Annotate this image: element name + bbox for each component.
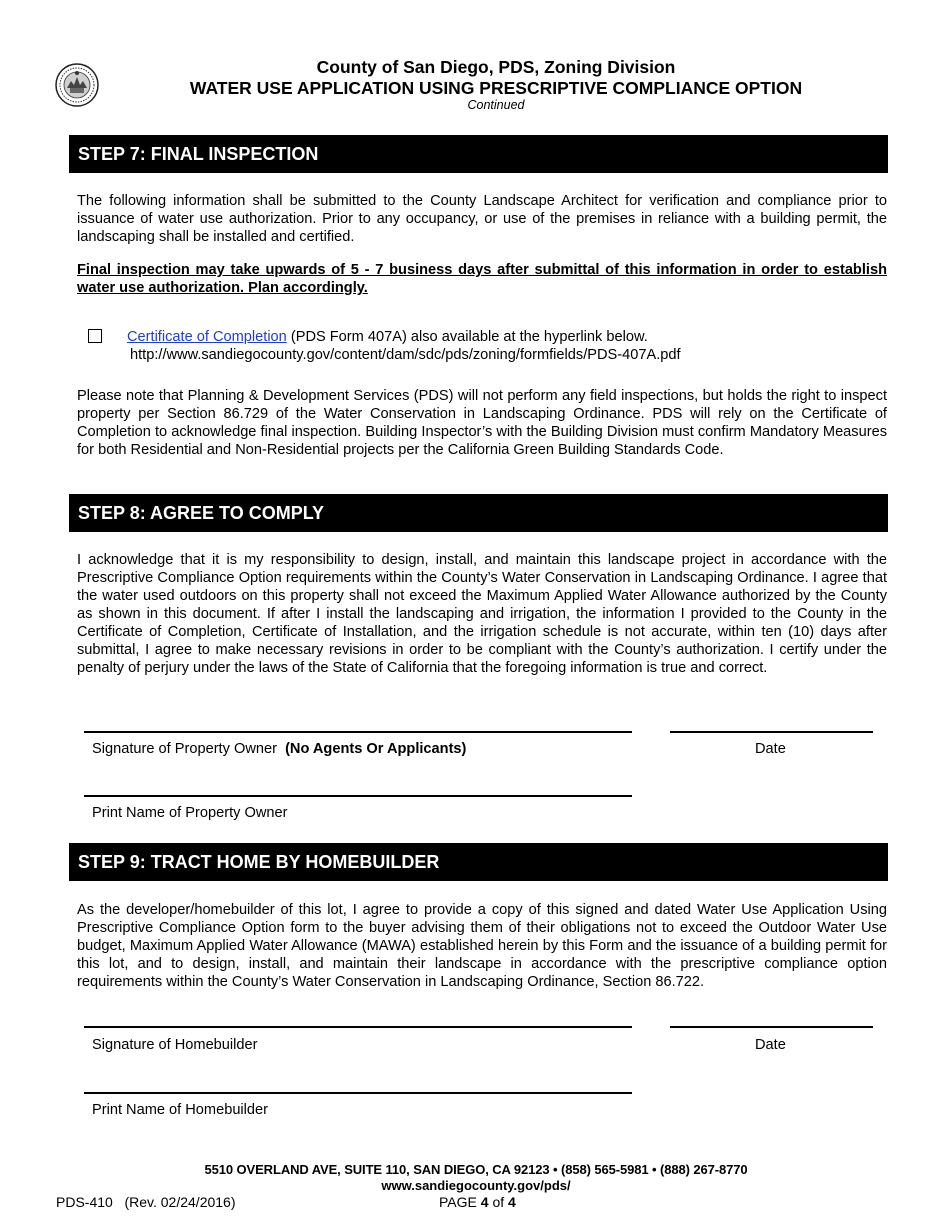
page-total: 4	[508, 1194, 516, 1210]
homebuilder-date-label: Date	[755, 1037, 786, 1053]
header-form-title: WATER USE APPLICATION USING PRESCRIPTIVE COMPLIANCE OPTION	[189, 78, 803, 98]
owner-signature-label-bold: (No Agents Or Applicants)	[285, 741, 467, 757]
step7-note: Please note that Planning & Development Services (PDS) will not perform any field inspections, but holds the right to inspect property per Section 86.729 of the Water Conservation in Landscaping Ordinance. PDS will rely on the Certificate of Completion to acknowledge final inspection. Building Inspector’s with the Building Division must confirm Mandatory Measures for both Residential and Non-Residential projects per the California Green Building Standards Code.	[77, 388, 887, 458]
step8-agreement-text: I acknowledge that it is my responsibility to design, install, and maintain this landscape project in accordance with the Prescriptive Compliance Option requirements within the County’s Water Conservation in Landscaping Ordinance. I agree that the water used outdoors on this property shall not exceed the Maximum Applied Water Allowance authorized by the County as shown in this document. If after I install the landscaping and irrigation, the information I provided to the County in the Certificate of Completion, Certificate of Installation, and the irrigation schedule is not accurate, within ten (10) days after submittal, I agree to make necessary revisions in order to be compliant with the County’s authorization. I certify under the penalty of perjury under the laws of the State of California that the foregoing information is true and correct.	[77, 552, 887, 676]
step7-title-bar: STEP 7: FINAL INSPECTION	[69, 135, 888, 173]
certificate-url: http://www.sandiegocounty.gov/content/dam/sdc/pds/zoning/formfields/PDS-407A.pdf	[130, 347, 681, 363]
header-continued: Continued	[467, 98, 525, 112]
owner-print-name-line[interactable]	[84, 795, 632, 797]
homebuilder-print-name-line[interactable]	[84, 1092, 632, 1094]
footer-address: 5510 OVERLAND AVE, SUITE 110, SAN DIEGO, CA 92123 • (858) 565-5981 • (888) 267-8770	[204, 1162, 748, 1177]
owner-signature-label	[92, 740, 466, 758]
owner-signature-line[interactable]	[84, 731, 632, 733]
owner-print-name-label: Print Name of Property Owner	[92, 805, 288, 821]
owner-signature-label-text: Signature of Property Owner	[92, 741, 277, 757]
certificate-checklist-text: (PDS Form 407A) also available at the hyperlink below.	[286, 329, 648, 345]
homebuilder-signature-line[interactable]	[84, 1026, 632, 1028]
homebuilder-signature-label: Signature of Homebuilder	[92, 1037, 258, 1053]
certificate-checklist-item	[127, 328, 648, 346]
step8-title-bar: STEP 8: AGREE TO COMPLY	[69, 494, 888, 532]
step7-intro: The following information shall be submitted to the County Landscape Architect for verification and compliance prior to issuance of water use authorization. Prior to any occupancy, or use of the premises in reliance with a building permit, the landscaping shall be installed and certified.	[77, 193, 887, 245]
footer-page-number	[439, 1194, 516, 1210]
certificate-of-completion-link[interactable]: Certificate of Completion	[127, 329, 287, 345]
page-prefix: PAGE	[439, 1194, 481, 1210]
owner-date-label: Date	[755, 741, 786, 757]
page-current: 4	[480, 1194, 489, 1210]
step7-notice: Final inspection may take upwards of 5 - 7 business days after submittal of this information in order to establish water use authorization. Plan accordingly.	[77, 262, 887, 296]
homebuilder-date-line[interactable]	[670, 1026, 873, 1028]
footer-website: www.sandiegocounty.gov/pds/	[381, 1178, 571, 1193]
footer-form-id: PDS-410 (Rev. 02/24/2016)	[56, 1194, 236, 1210]
owner-date-line[interactable]	[670, 731, 873, 733]
header-agency: County of San Diego, PDS, Zoning Division	[316, 57, 676, 77]
page-mid: of	[488, 1194, 509, 1210]
step9-title-bar: STEP 9: TRACT HOME BY HOMEBUILDER	[69, 843, 888, 881]
homebuilder-print-name-label: Print Name of Homebuilder	[92, 1102, 269, 1118]
certificate-completion-checkbox[interactable]	[88, 329, 102, 343]
step9-homebuilder-text: As the developer/homebuilder of this lot, I agree to provide a copy of this signed and dated Water Use Application Using Prescriptive Compliance Option form to the buyer advising them of their obligations not to exceed the Outdoor Water Use budget, Maximum Applied Water Allowance (MAWA) established herein by this Form and the issuance of a building permit for this lot, and to design, install, and maintain their landscape in accordance with the prescriptive compliance option requirements within the County’s Water Conservation in Landscaping Ordinance, Section 86.722.	[77, 902, 887, 990]
